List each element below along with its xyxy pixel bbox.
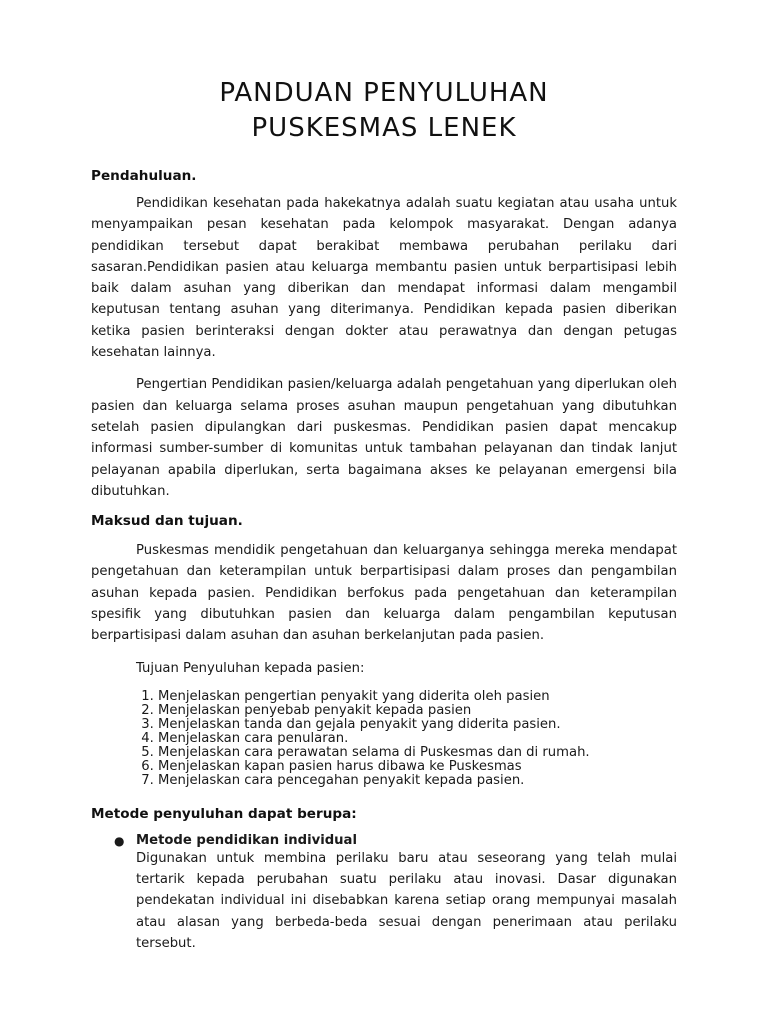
aims-list <box>91 690 677 788</box>
intro-paragraph-1: Pendidikan kesehatan pada hakekatnya adalah suatu kegiatan atau usaha untuk menyampaikan pesan kesehatan pada kelompok masyarakat. Dengan adanya pendidikan tersebut dapat berakibat membawa perubahan perilaku dari sasaran.Pendidikan pasien atau keluarga membantu pasien untuk berpartisipasi lebih baik dalam asuhan yang diberikan dan mendapat informasi dalam mengambil keputusan tentang asuhan yang diterimanya. Pendidikan kepada pasien diberikan ketika pasien berinteraksi dengan dokter atau perawatnya dan dengan petugas kesehatan lainnya. <box>91 196 677 361</box>
method-text: Digunakan untuk membina perilaku baru atau seseorang yang telah mulai tertarik kepada perubahan suatu perilaku atau inovasi. Dasar digunakan pendekatan individual ini disebabkan karena setiap orang mempunyai masalah atau alasan yang berbeda-beda sesuai dengan penerimaan atau perilaku tersebut. <box>136 850 677 951</box>
methods-heading: Metode penyuluhan dapat berupa: <box>91 805 357 822</box>
aim-item: 5. Menjelaskan cara perawatan selama di Puskesmas dan di rumah. <box>158 746 677 760</box>
intro-paragraph-2: Pengertian Pendidikan pasien/keluarga adalah pengetahuan yang diperlukan oleh pasien dan keluarga selama proses asuhan maupun pengetahuan yang dibutuhkan setelah pasien dipulangkan dari puskesmas. Pendidikan pasien dapat mencakup informasi sumber-sumber di komunitas untuk tambahan pelayanan dan tindak lanjut pelayanan apabila diperlukan, serta bagaimana akses ke pelayanan emergensi bila dibutuhkan. <box>91 377 677 499</box>
methods-list <box>91 834 677 954</box>
intro-heading: Pendahuluan. <box>91 168 197 184</box>
bullet-icon: ● <box>114 833 125 848</box>
method-item <box>114 832 677 954</box>
aim-item: 3. Menjelaskan tanda dan gejala penyakit yang diderita pasien. <box>158 718 677 732</box>
aims-intro: Tujuan Penyuluhan kepada pasien: <box>136 660 365 676</box>
aim-item: 1. Menjelaskan pengertian penyakit yang diderita oleh pasien <box>158 690 677 704</box>
title-line-1: PANDUAN PENYULUHAN <box>219 78 549 108</box>
aim-item: 7. Menjelaskan cara pencegahan penyakit kepada pasien. <box>158 774 677 788</box>
aim-item: 2. Menjelaskan penyebab penyakit kepada pasien <box>158 704 677 718</box>
aim-item: 4. Menjelaskan cara penularan. <box>158 732 677 746</box>
aim-item: 6. Menjelaskan kapan pasien harus dibawa ke Puskesmas <box>158 760 677 774</box>
purpose-heading: Maksud dan tujuan. <box>91 513 243 530</box>
title-line-2: PUSKESMAS LENEK <box>251 113 517 143</box>
purpose-paragraph: Puskesmas mendidik pengetahuan dan keluarganya sehingga mereka mendapat pengetahuan dan keterampilan untuk berpartisipasi dalam proses dan pengambilan asuhan kepada pasien. Pendidikan berfokus pada pengetahuan dan keterampilan spesifik yang dibutuhkan pasien dan keluarga dalam pengambilan keputusan berpartisipasi dalam asuhan dan asuhan berkelanjutan pada pasien. <box>91 543 677 644</box>
method-title: Metode pendidikan individual <box>136 832 357 848</box>
document-title <box>91 76 677 146</box>
